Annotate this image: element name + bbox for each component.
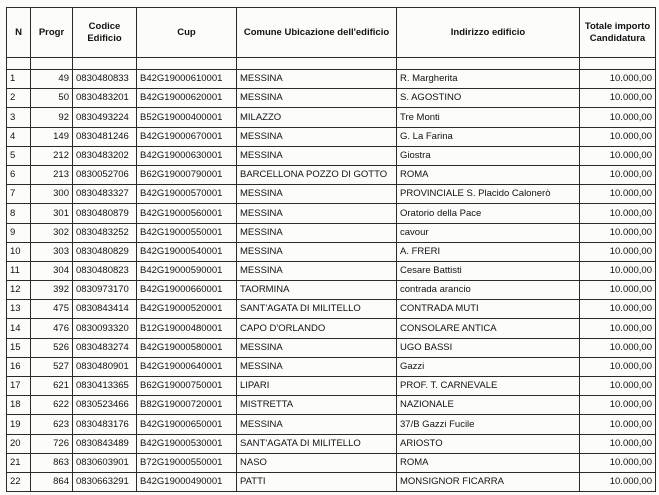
cell-n: 19 [7, 415, 31, 434]
cell-progr: 300 [31, 185, 73, 204]
cell-codice-edificio: 0830480829 [73, 242, 137, 261]
cell-progr: 863 [31, 453, 73, 472]
table-row [7, 357, 656, 376]
cell-progr: 726 [31, 434, 73, 453]
cell-codice-edificio: 0830052706 [73, 165, 137, 184]
cell-totale-importo: 10.000,00 [580, 146, 656, 165]
cell-comune: SANT'AGATA DI MILITELLO [237, 434, 397, 453]
header-spacer-row [7, 58, 656, 70]
spacer-cell [73, 58, 137, 70]
cell-totale-importo: 10.000,00 [580, 357, 656, 376]
cell-codice-edificio: 0830523466 [73, 396, 137, 415]
cell-n: 4 [7, 127, 31, 146]
cell-indirizzo: Oratorio della Pace [397, 204, 580, 223]
cell-indirizzo: Tre Monti [397, 108, 580, 127]
cell-indirizzo: 37/B Gazzi Fucile [397, 415, 580, 434]
cell-indirizzo: G. La Farina [397, 127, 580, 146]
table-row [7, 453, 656, 472]
cell-progr: 526 [31, 338, 73, 357]
cell-progr: 527 [31, 357, 73, 376]
cell-cup: B42G19000630001 [137, 146, 237, 165]
cell-n: 7 [7, 185, 31, 204]
table-row [7, 204, 656, 223]
cell-indirizzo: R. Margherita [397, 70, 580, 89]
cell-n: 22 [7, 472, 31, 491]
cell-n: 18 [7, 396, 31, 415]
cell-progr: 622 [31, 396, 73, 415]
cell-indirizzo: NAZIONALE [397, 396, 580, 415]
table-row [7, 377, 656, 396]
cell-progr: 621 [31, 377, 73, 396]
cell-n: 12 [7, 281, 31, 300]
cell-comune: MESSINA [237, 242, 397, 261]
cell-comune: CAPO D'ORLANDO [237, 319, 397, 338]
cell-indirizzo: ROMA [397, 453, 580, 472]
cell-progr: 475 [31, 300, 73, 319]
cell-cup: B42G19000520001 [137, 300, 237, 319]
table-row [7, 300, 656, 319]
cell-codice-edificio: 0830480833 [73, 70, 137, 89]
cell-indirizzo: ROMA [397, 165, 580, 184]
cell-comune: BARCELLONA POZZO DI GOTTO [237, 165, 397, 184]
cell-totale-importo: 10.000,00 [580, 165, 656, 184]
table-row [7, 396, 656, 415]
spacer-cell [31, 58, 73, 70]
cell-codice-edificio: 0830483252 [73, 223, 137, 242]
cell-totale-importo: 10.000,00 [580, 204, 656, 223]
cell-codice-edificio: 0830483274 [73, 338, 137, 357]
cell-codice-edificio: 0830093320 [73, 319, 137, 338]
cell-totale-importo: 10.000,00 [580, 108, 656, 127]
cell-totale-importo: 10.000,00 [580, 242, 656, 261]
cell-cup: B42G19000530001 [137, 434, 237, 453]
cell-codice-edificio: 0830480901 [73, 357, 137, 376]
cell-comune: MESSINA [237, 415, 397, 434]
cell-comune: MESSINA [237, 185, 397, 204]
cell-n: 13 [7, 300, 31, 319]
cell-totale-importo: 10.000,00 [580, 281, 656, 300]
cell-cup: B42G19000620001 [137, 89, 237, 108]
spacer-cell [397, 58, 580, 70]
header-comune: Comune Ubicazione dell'edificio [237, 8, 397, 58]
cell-indirizzo: UGO BASSI [397, 338, 580, 357]
table-row [7, 223, 656, 242]
table-row [7, 146, 656, 165]
cell-n: 1 [7, 70, 31, 89]
cell-comune: MESSINA [237, 89, 397, 108]
cell-cup: B42G19000590001 [137, 261, 237, 280]
cell-n: 9 [7, 223, 31, 242]
cell-codice-edificio: 0830493224 [73, 108, 137, 127]
header-codice-edificio: Codice Edificio [73, 8, 137, 58]
cell-indirizzo: PROVINCIALE S. Placido Calonerò [397, 185, 580, 204]
header-totale-importo: Totale importo Candidatura [580, 8, 656, 58]
cell-progr: 302 [31, 223, 73, 242]
cell-n: 2 [7, 89, 31, 108]
cell-indirizzo: Gazzi [397, 357, 580, 376]
cell-indirizzo: cavour [397, 223, 580, 242]
table-row [7, 127, 656, 146]
cell-n: 6 [7, 165, 31, 184]
table-row [7, 415, 656, 434]
cell-progr: 49 [31, 70, 73, 89]
cell-indirizzo: CONSOLARE ANTICA [397, 319, 580, 338]
table-row [7, 338, 656, 357]
table-row [7, 434, 656, 453]
cell-comune: MESSINA [237, 223, 397, 242]
cell-totale-importo: 10.000,00 [580, 185, 656, 204]
table-row [7, 108, 656, 127]
cell-cup: B82G19000720001 [137, 396, 237, 415]
cell-n: 17 [7, 377, 31, 396]
cell-progr: 304 [31, 261, 73, 280]
cell-cup: B42G19000570001 [137, 185, 237, 204]
cell-totale-importo: 10.000,00 [580, 300, 656, 319]
cell-cup: B42G19000650001 [137, 415, 237, 434]
table-row [7, 89, 656, 108]
cell-cup: B42G19000560001 [137, 204, 237, 223]
cell-n: 8 [7, 204, 31, 223]
cell-totale-importo: 10.000,00 [580, 127, 656, 146]
table-body [7, 58, 656, 492]
cell-totale-importo: 10.000,00 [580, 319, 656, 338]
header-n: N [7, 8, 31, 58]
cell-progr: 149 [31, 127, 73, 146]
spacer-cell [137, 58, 237, 70]
cell-cup: B42G19000640001 [137, 357, 237, 376]
cell-comune: MESSINA [237, 338, 397, 357]
cell-progr: 623 [31, 415, 73, 434]
header-cup: Cup [137, 8, 237, 58]
cell-n: 14 [7, 319, 31, 338]
cell-totale-importo: 10.000,00 [580, 434, 656, 453]
cell-progr: 92 [31, 108, 73, 127]
cell-totale-importo: 10.000,00 [580, 223, 656, 242]
cell-cup: B42G19000550001 [137, 223, 237, 242]
cell-comune: PATTI [237, 472, 397, 491]
cell-comune: SANT'AGATA DI MILITELLO [237, 300, 397, 319]
spacer-cell [237, 58, 397, 70]
cell-n: 5 [7, 146, 31, 165]
cell-totale-importo: 10.000,00 [580, 453, 656, 472]
cell-totale-importo: 10.000,00 [580, 415, 656, 434]
cell-n: 11 [7, 261, 31, 280]
cell-cup: B42G19000490001 [137, 472, 237, 491]
cell-codice-edificio: 0830480823 [73, 261, 137, 280]
cell-comune: MESSINA [237, 146, 397, 165]
cell-cup: B42G19000670001 [137, 127, 237, 146]
cell-n: 20 [7, 434, 31, 453]
spacer-cell [7, 58, 31, 70]
cell-totale-importo: 10.000,00 [580, 396, 656, 415]
cell-codice-edificio: 0830603901 [73, 453, 137, 472]
cell-codice-edificio: 0830973170 [73, 281, 137, 300]
cell-comune: NASO [237, 453, 397, 472]
cell-n: 16 [7, 357, 31, 376]
cell-indirizzo: CONTRADA MUTI [397, 300, 580, 319]
cell-progr: 301 [31, 204, 73, 223]
table-header [7, 8, 656, 58]
cell-comune: TAORMINA [237, 281, 397, 300]
cell-totale-importo: 10.000,00 [580, 472, 656, 491]
cell-cup: B42G19000540001 [137, 242, 237, 261]
cell-comune: MESSINA [237, 357, 397, 376]
cell-comune: MILAZZO [237, 108, 397, 127]
cell-codice-edificio: 0830663291 [73, 472, 137, 491]
cell-indirizzo: MONSIGNOR FICARRA [397, 472, 580, 491]
cell-totale-importo: 10.000,00 [580, 377, 656, 396]
table-row [7, 281, 656, 300]
cell-totale-importo: 10.000,00 [580, 338, 656, 357]
cell-cup: B52G19000400001 [137, 108, 237, 127]
cell-cup: B62G19000750001 [137, 377, 237, 396]
table-row [7, 185, 656, 204]
cell-codice-edificio: 0830843489 [73, 434, 137, 453]
table-row [7, 165, 656, 184]
cell-progr: 476 [31, 319, 73, 338]
cell-comune: MESSINA [237, 70, 397, 89]
cell-progr: 212 [31, 146, 73, 165]
cell-cup: B62G19000790001 [137, 165, 237, 184]
cell-progr: 50 [31, 89, 73, 108]
cell-cup: B42G19000660001 [137, 281, 237, 300]
cell-indirizzo: PROF. T. CARNEVALE [397, 377, 580, 396]
cell-codice-edificio: 0830413365 [73, 377, 137, 396]
cell-progr: 213 [31, 165, 73, 184]
cell-totale-importo: 10.000,00 [580, 70, 656, 89]
cell-codice-edificio: 0830480879 [73, 204, 137, 223]
table-row [7, 242, 656, 261]
cell-progr: 864 [31, 472, 73, 491]
cell-codice-edificio: 0830483176 [73, 415, 137, 434]
cell-codice-edificio: 0830843414 [73, 300, 137, 319]
cell-progr: 392 [31, 281, 73, 300]
cell-codice-edificio: 0830481246 [73, 127, 137, 146]
cell-indirizzo: Giostra [397, 146, 580, 165]
cell-comune: MESSINA [237, 127, 397, 146]
cell-comune: MESSINA [237, 204, 397, 223]
spacer-cell [580, 58, 656, 70]
cell-cup: B42G19000610001 [137, 70, 237, 89]
cell-n: 15 [7, 338, 31, 357]
cell-comune: LIPARI [237, 377, 397, 396]
cell-codice-edificio: 0830483201 [73, 89, 137, 108]
table-row [7, 472, 656, 491]
cell-indirizzo: contrada arancio [397, 281, 580, 300]
table-row [7, 319, 656, 338]
cell-indirizzo: Cesare Battisti [397, 261, 580, 280]
cell-n: 10 [7, 242, 31, 261]
cell-cup: B42G19000580001 [137, 338, 237, 357]
table-row [7, 261, 656, 280]
cell-codice-edificio: 0830483202 [73, 146, 137, 165]
header-row [7, 8, 656, 58]
cell-indirizzo: S. AGOSTINO [397, 89, 580, 108]
cell-n: 3 [7, 108, 31, 127]
header-indirizzo: Indirizzo edificio [397, 8, 580, 58]
buildings-table [6, 7, 656, 492]
cell-cup: B12G19000480001 [137, 319, 237, 338]
cell-totale-importo: 10.000,00 [580, 261, 656, 280]
cell-cup: B72G19000550001 [137, 453, 237, 472]
cell-totale-importo: 10.000,00 [580, 89, 656, 108]
cell-n: 21 [7, 453, 31, 472]
table-row [7, 70, 656, 89]
header-progr: Progr [31, 8, 73, 58]
cell-comune: MISTRETTA [237, 396, 397, 415]
cell-comune: MESSINA [237, 261, 397, 280]
cell-codice-edificio: 0830483327 [73, 185, 137, 204]
cell-progr: 303 [31, 242, 73, 261]
cell-indirizzo: ARIOSTO [397, 434, 580, 453]
cell-indirizzo: A. FRERI [397, 242, 580, 261]
